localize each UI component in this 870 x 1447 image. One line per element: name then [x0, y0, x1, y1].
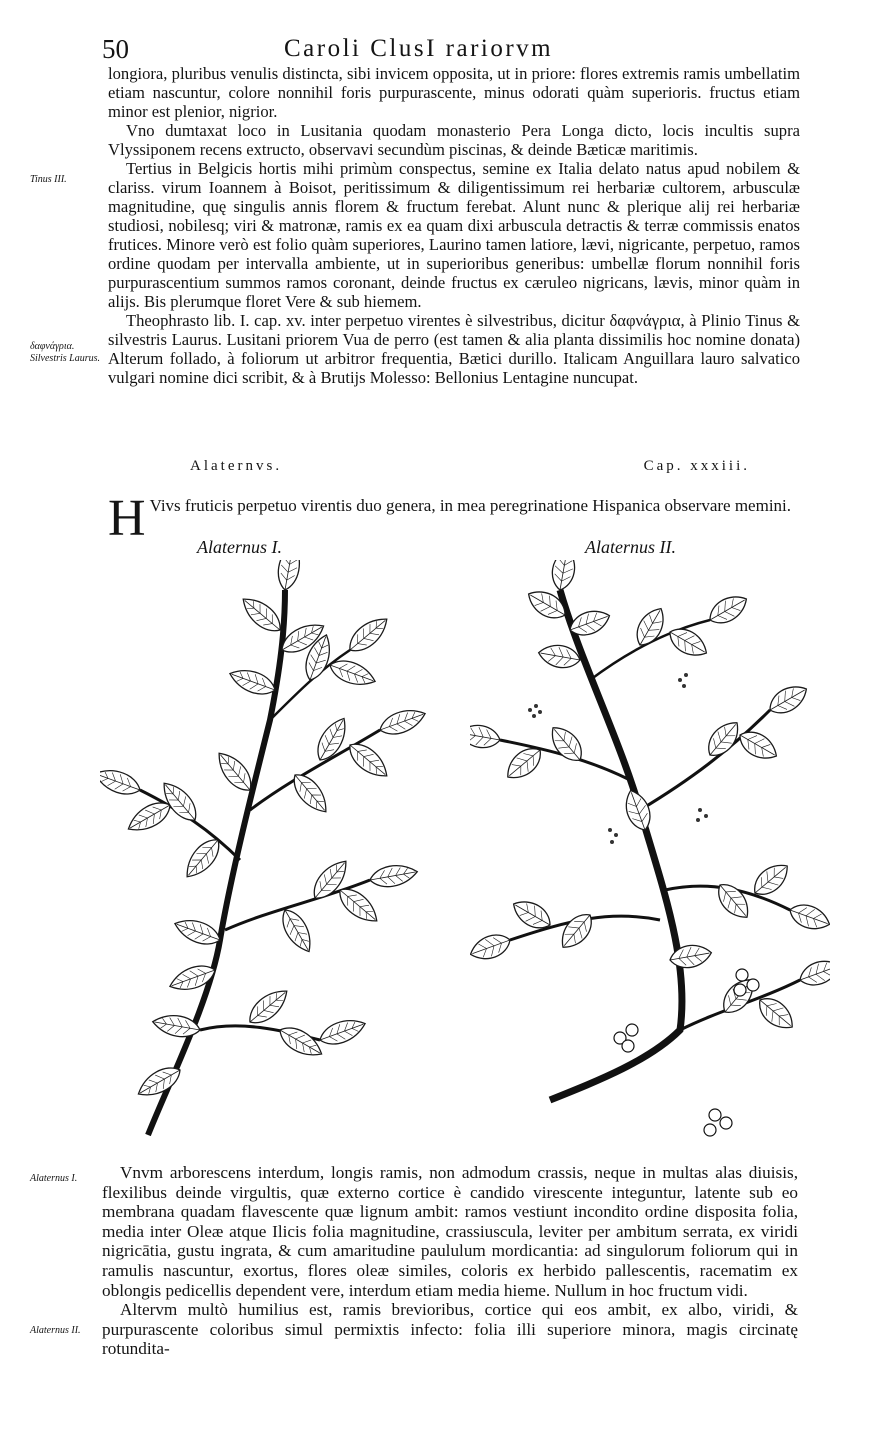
paragraph-3: Tertius in Belgicis hortis mihi primùm conspectus, semine ex Italia delato natus apud nobilem & clariss. virum Ioannem à Boisot, peritissimum & diligentissimum rei herbariæ cultorem, arbusculæ magnitudine, quę singulis annis florem & fructum ferebat. Alunt nunc & plerique alij rei herbariæ studiosi, nobilesq; viri & matronæ, ramis ex ea quam dixi arbuscula detractis & terræ commissis enatos frutices. Minore verò est folio quàm superiores, Laurino tamen latiore, lævi, nigricante, perpetuo, ramos ordine quodam per intervalla ambiente, ut in superioribus generibus: umbellæ florum nonnihil foris purpurascentium summos ramos coronant, deinde fructus ex cæruleo nigricans, lævis, minor quàm in alijs. Bis plerumque floret Vere & sub hiemem. [108, 159, 800, 311]
body-text-top [108, 64, 800, 387]
page-number: 50 [102, 34, 129, 64]
paragraph-1: longiora, pluribus venulis distincta, sibi invicem opposita, ut in priore: flores extremis ramis umbellatim etiam nascuntur, colore nonnihil foris purpurascente, minus odorati quàm superioris. fructus etiam minor est plenior, nigrior. [108, 64, 800, 121]
intro-text: Vivs fruticis perpetuo virentis duo genera, in mea peregrinatione Hispanica observare memini. [149, 496, 792, 515]
figure-caption-right: Alaternus II. [585, 537, 676, 557]
drop-cap: H [108, 490, 146, 547]
chapter-number: Cap. xxxiii. [643, 458, 750, 474]
paragraph-5: Vnvm arborescens interdum, longis ramis, non admodum crassis, neque in multas alas diuisis, flexilibus deinde virgultis, quæ externo cortice è candido virescente integuntur, latente sub eo membrana quadam flavescente quæ lignum ambit: ramos vestiunt incondito ordine disposita folia, media inter Oleæ atque Ilicis folia magnitudine, crassiuscula, leviter per ambitum serrata, ex viridi nigricātia, gustu ingrata, & cum amaritudine paululum mordicantia: ad singulorum foliorum qui in ramulis nascuntur, exortus, flores oleæ similes, coloris ex herbido pallescentis, racematim ex oblongis pedicellis dependent vere, interdum etiam media hieme. Nullum in hoc fructum vidi. [102, 1163, 798, 1300]
chapter-title: Alaternvs. [190, 458, 283, 474]
margin-note-alaternus-2: Alaternus II. [30, 1325, 81, 1336]
margin-note-tinus: Tinus III. [30, 174, 67, 185]
figure-caption-left: Alaternus I. [197, 537, 282, 557]
paragraph-2: Vno dumtaxat loco in Lusitania quodam monasterio Pera Longa dicto, locis incultis supra Vlyssiponem recens extructo, observavi secundùm piscinas, & deinde Bæticæ maritimis. [108, 121, 800, 159]
paragraph-4: Theophrasto lib. I. cap. xv. inter perpetuo virentes è silvestribus, dicitur δαφνάγρια, à Plinio Tinus & silvestris Laurus. Lusitani priorem Vua de perro (est tamen & alia planta dissimilis hoc nomine donata) Alterum follado, à foliorum ut arbitror frequentia, Bætici durillo. Italicam Anguillara lauro salvatico vulgari nomine dici scribit, & à Brutijs Molesso: Bellonius Lentagine nuncupat. [108, 311, 800, 387]
chapter-heading [190, 458, 750, 480]
margin-note-alaternus-1: Alaternus I. [30, 1173, 78, 1184]
running-title: Caroli ClusI rariorvm [284, 35, 554, 62]
alaternus-1-illustration [100, 560, 450, 1160]
page-header [102, 34, 822, 66]
margin-note-daphne: δαφνάγρια. Silvestris Laurus. [30, 341, 101, 364]
paragraph-6: Altervm multò humilius est, ramis brevioribus, cortice qui eos ambit, ex albo, viridi, & purpurascente coloribus simul permixtis infecto: folia illi superiore minora, magis circinatę rotundita- [102, 1300, 798, 1359]
body-text-bottom [102, 1163, 798, 1359]
alaternus-2-illustration [470, 560, 830, 1160]
